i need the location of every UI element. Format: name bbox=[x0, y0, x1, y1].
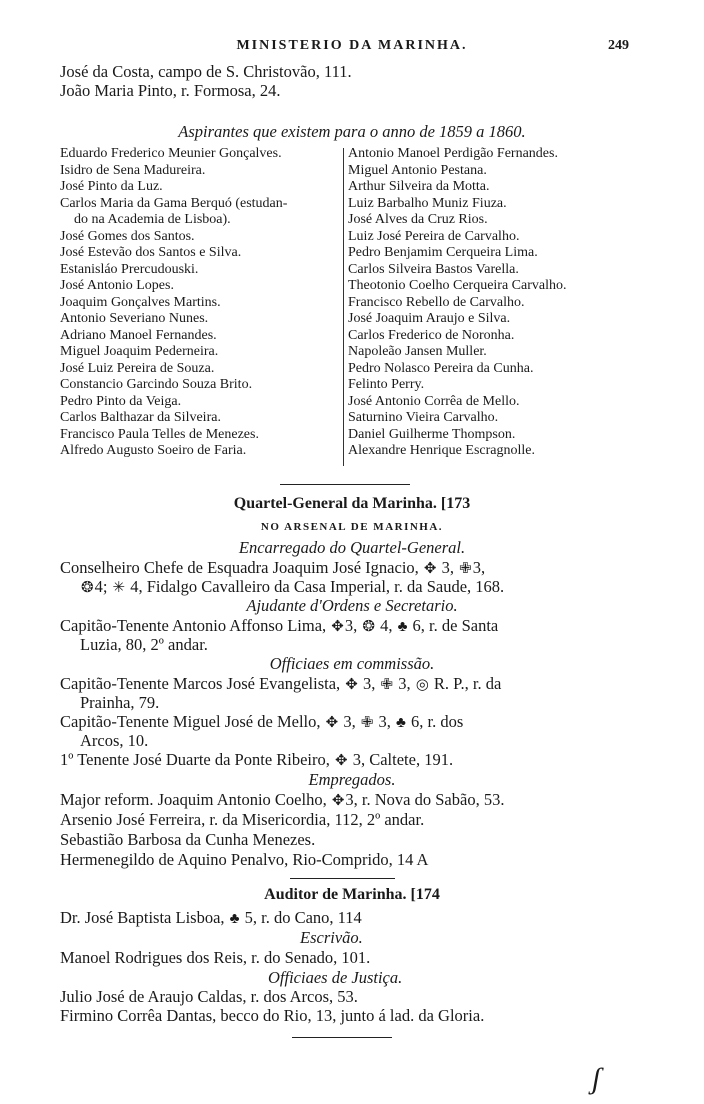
aspirante-entry: Antonio Severiano Nunes. bbox=[60, 311, 209, 326]
aspirante-entry: José Joaquim Araujo e Silva. bbox=[348, 311, 511, 326]
aspirante-entry: Pedro Benjamim Cerqueira Lima. bbox=[348, 245, 538, 260]
entry-line bbox=[60, 750, 453, 771]
text-segment: Manoel Rodrigues dos Reis, r. do Senado, 101. bbox=[60, 948, 371, 967]
rose-order-icon: ✥ bbox=[345, 677, 358, 693]
subheading bbox=[0, 538, 704, 557]
text-segment: Officiaes em commissão. bbox=[269, 654, 435, 673]
aspirante-entry: José Gomes dos Santos. bbox=[60, 228, 195, 244]
avis-order-icon: ❂ bbox=[81, 580, 94, 596]
section-title-auditor: Auditor de Marinha. [174 bbox=[264, 886, 440, 903]
section-rule bbox=[292, 1037, 392, 1038]
rose-order-icon: ✥ bbox=[335, 753, 348, 769]
text-segment: 4, Fidalgo Cavalleiro da Casa Imperial, r. da Saude, 168. bbox=[126, 577, 505, 596]
entry-line bbox=[60, 948, 370, 967]
text-segment: Firmino Corrêa Dantas, becco do Rio, 13, junto á lad. da Gloria. bbox=[60, 1006, 485, 1025]
text-segment: Dr. José Baptista Lisboa, bbox=[60, 908, 229, 927]
text-segment: Escrivão. bbox=[300, 928, 363, 947]
aspirante-entry: Alfredo Augusto Soeiro de Faria. bbox=[60, 443, 247, 458]
text-segment: Hermenegildo de Aquino Penalvo, Rio-Comprido, 14 A bbox=[60, 850, 429, 869]
aspirante-entry: Carlos Silveira Bastos Varella. bbox=[348, 261, 519, 277]
text-segment: 3, bbox=[344, 616, 362, 635]
pen-mark: ʃ bbox=[592, 1062, 601, 1095]
text-segment: 3, Caltete, 191. bbox=[348, 750, 454, 769]
cross-order-icon: ✙ bbox=[380, 677, 394, 693]
text-segment: 3, bbox=[394, 674, 415, 693]
section-subtitle: NO ARSENAL DE MARINHA. bbox=[260, 521, 444, 533]
section-rule bbox=[280, 484, 410, 485]
subheading bbox=[300, 928, 363, 947]
text-segment: Major reform. Joaquim Antonio Coelho, bbox=[60, 790, 331, 809]
column-divider bbox=[343, 148, 344, 466]
entry-line bbox=[60, 1006, 484, 1025]
subheading bbox=[268, 968, 402, 987]
aspirante-entry: Antonio Manoel Perdigão Fernandes. bbox=[348, 146, 558, 161]
cross-order-icon: ✙ bbox=[360, 715, 374, 731]
aspirante-entry: Theotonio Coelho Cerqueira Carvalho. bbox=[348, 278, 567, 293]
text-segment: 4; bbox=[94, 577, 112, 596]
aspirante-entry: Pedro Pinto da Veiga. bbox=[60, 393, 182, 409]
rose-order-icon: ✥ bbox=[325, 715, 339, 731]
aspirantes-right-column bbox=[348, 146, 567, 460]
text-segment: Conselheiro Chefe de Esquadra Joaquim José Ignacio, bbox=[60, 558, 423, 577]
entry-line: José da Costa, campo de S. Christovão, 111. bbox=[60, 62, 352, 81]
star-order-icon: ✳ bbox=[112, 580, 126, 596]
running-header: MINISTERIO DA MARINHA. bbox=[236, 38, 468, 53]
cross-order-icon: ✙ bbox=[459, 561, 472, 577]
entry-line bbox=[60, 558, 485, 579]
text-segment: Empregados. bbox=[308, 770, 396, 789]
aspirante-entry: Adriano Manoel Fernandes. bbox=[60, 327, 217, 343]
aspirante-entry: José Luiz Pereira de Souza. bbox=[60, 360, 215, 376]
text-segment: 4, bbox=[375, 616, 397, 635]
aspirante-entry: Isidro de Sena Madureira. bbox=[60, 162, 206, 178]
entry-line: João Maria Pinto, r. Formosa, 24. bbox=[60, 81, 281, 100]
aspirante-entry: Arthur Silveira da Motta. bbox=[348, 179, 490, 194]
aspirante-entry: Constancio Garcindo Souza Brito. bbox=[60, 377, 253, 392]
medal-order-icon: ♣ bbox=[229, 911, 240, 927]
aspirante-entry: José Estevão dos Santos e Silva. bbox=[60, 245, 242, 260]
text-segment: Arcos, 10. bbox=[80, 731, 149, 750]
aspirante-entry: Pedro Nolasco Pereira da Cunha. bbox=[348, 360, 534, 376]
text-segment: 3, r. Nova do Sabão, 53. bbox=[345, 790, 505, 809]
text-segment: Capitão-Tenente Miguel José de Mello, bbox=[60, 712, 325, 731]
entry-line bbox=[80, 577, 504, 598]
aspirantes-left-column bbox=[60, 146, 287, 460]
text-segment: Prainha, 79. bbox=[80, 693, 160, 712]
entry-line bbox=[60, 908, 362, 929]
aspirante-entry: Alexandre Henrique Escragnolle. bbox=[348, 443, 535, 458]
aspirante-entry: Miguel Joaquim Pederneira. bbox=[60, 344, 219, 359]
entry-line bbox=[60, 616, 498, 637]
aspirante-entry: Napoleão Jansen Muller. bbox=[348, 344, 487, 359]
text-segment: 3, bbox=[358, 674, 380, 693]
aspirante-entry: José Antonio Lopes. bbox=[60, 278, 174, 293]
text-segment: 5, r. do Cano, 114 bbox=[240, 908, 362, 927]
aspirante-entry: Carlos Frederico de Noronha. bbox=[348, 327, 515, 343]
rose-order-icon: ✥ bbox=[423, 561, 437, 577]
aspirante-entry: Carlos Maria da Gama Berquó (estudan- bbox=[60, 195, 288, 211]
text-segment: Officiaes de Justiça. bbox=[268, 968, 403, 987]
page-number: 249 bbox=[608, 38, 629, 53]
ring-order-icon: ◎ bbox=[415, 677, 429, 693]
aspirante-entry: Francisco Rebello de Carvalho. bbox=[348, 294, 525, 310]
entry-line bbox=[60, 810, 424, 829]
text-segment: 3, bbox=[339, 712, 360, 731]
subheading bbox=[0, 654, 704, 673]
entry-line bbox=[60, 674, 501, 695]
subheading bbox=[0, 770, 704, 789]
section-title-quartel: Quartel-General da Marinha. [173 bbox=[233, 495, 471, 512]
text-segment: Encarregado do Quartel-General. bbox=[238, 538, 466, 557]
aspirante-entry: Luiz José Pereira de Carvalho. bbox=[348, 228, 520, 244]
text-segment: 6, r. dos bbox=[406, 712, 464, 731]
text-segment: Ajudante d'Ordens e Secretario. bbox=[246, 596, 458, 615]
text-segment: 1º Tenente José Duarte da Ponte Ribeiro, bbox=[60, 750, 335, 769]
aspirante-entry: Daniel Guilherme Thompson. bbox=[348, 426, 516, 442]
aspirante-entry: Felinto Perry. bbox=[348, 377, 425, 392]
text-segment: 3, bbox=[472, 558, 486, 577]
medal-order-icon: ♣ bbox=[397, 619, 408, 635]
aspirante-entry: Joaquim Gonçalves Martins. bbox=[60, 294, 221, 310]
entry-line bbox=[60, 987, 358, 1006]
subheading bbox=[0, 596, 704, 615]
text-segment: Julio José de Araujo Caldas, r. dos Arcos, 53. bbox=[60, 987, 358, 1006]
entry-line bbox=[60, 850, 428, 869]
entry-line bbox=[60, 790, 504, 811]
text-segment: R. P., r. da bbox=[429, 674, 502, 693]
section-heading-aspirantes: Aspirantes que existem para o anno de 1859 a 1860. bbox=[178, 122, 526, 141]
rose-order-icon: ✥ bbox=[331, 619, 344, 635]
rose-order-icon: ✥ bbox=[331, 793, 345, 809]
entry-line bbox=[60, 712, 463, 733]
medal-order-icon: ♣ bbox=[396, 715, 406, 731]
text-segment: 6, r. de Santa bbox=[408, 616, 499, 635]
text-segment: Arsenio José Ferreira, r. da Misericordia, 112, 2º andar. bbox=[60, 810, 425, 829]
text-segment: Luzia, 80, 2º andar. bbox=[80, 635, 208, 654]
aspirante-entry: José Pinto da Luz. bbox=[60, 179, 163, 194]
aspirante-entry: José Alves da Cruz Rios. bbox=[348, 212, 488, 227]
entry-line bbox=[80, 635, 208, 654]
aspirante-entry: Miguel Antonio Pestana. bbox=[348, 162, 487, 178]
aspirante-entry: José Antonio Corrêa de Mello. bbox=[348, 393, 520, 409]
section-rule bbox=[290, 878, 395, 879]
aspirante-entry: Eduardo Frederico Meunier Gonçalves. bbox=[60, 146, 282, 161]
avis-order-icon: ❂ bbox=[362, 619, 375, 635]
text-segment: 3, bbox=[374, 712, 396, 731]
entry-line bbox=[60, 830, 315, 849]
aspirante-entry: Estanisláo Prercudouski. bbox=[60, 261, 199, 277]
text-segment: Sebastião Barbosa da Cunha Menezes. bbox=[60, 830, 316, 849]
entry-line bbox=[80, 693, 159, 712]
aspirante-entry: Francisco Paula Telles de Menezes. bbox=[60, 426, 259, 442]
text-segment: Capitão-Tenente Antonio Affonso Lima, bbox=[60, 616, 331, 635]
aspirante-entry: Carlos Balthazar da Silveira. bbox=[60, 410, 221, 425]
aspirante-entry: Saturnino Vieira Carvalho. bbox=[348, 410, 499, 425]
aspirante-entry: Luiz Barbalho Muniz Fiuza. bbox=[348, 195, 507, 211]
text-segment: 3, bbox=[437, 558, 459, 577]
text-segment: Capitão-Tenente Marcos José Evangelista, bbox=[60, 674, 345, 693]
entry-line bbox=[80, 731, 148, 750]
aspirante-entry: do na Academia de Lisboa). bbox=[74, 212, 231, 227]
